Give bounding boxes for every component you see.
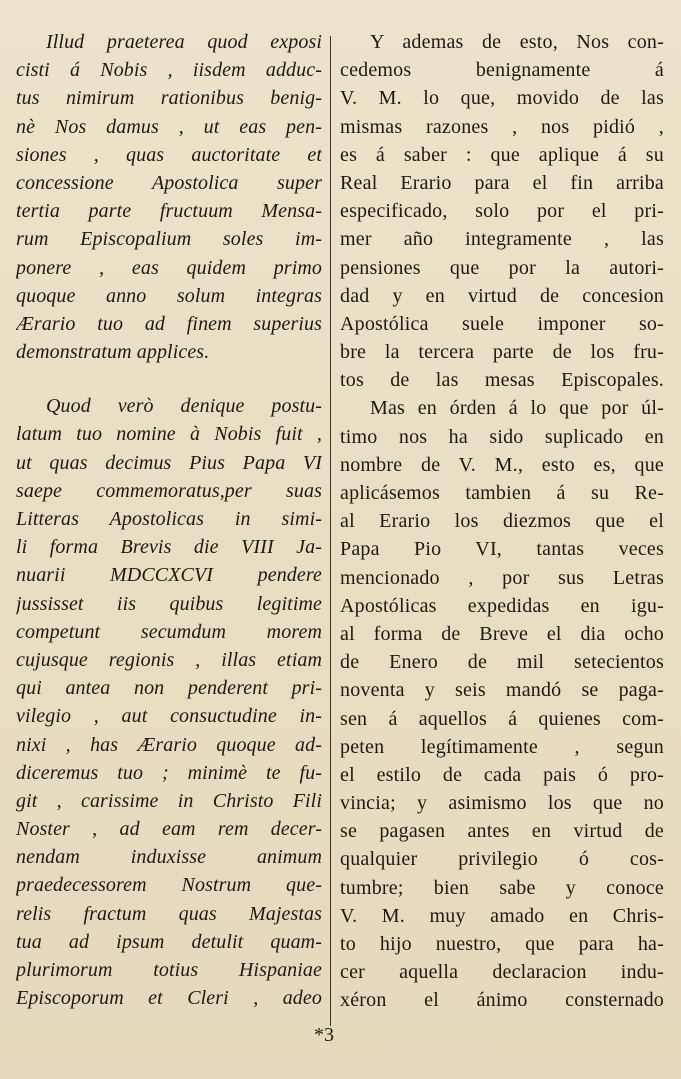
column-divider xyxy=(330,36,331,1026)
text-line: al Erario los diezmos que el xyxy=(340,510,664,533)
text-line: cedemos benignamente á xyxy=(340,59,664,82)
text-line: Episcoporum et Cleri , adeo xyxy=(16,987,322,1010)
text-line: ut quas decimus Pius Papa VI xyxy=(16,451,322,474)
text-line: rum Episcopalium soles im- xyxy=(16,228,322,251)
text-line: nuarii MDCCXCVI pendere xyxy=(16,564,322,587)
latin-paragraph-2 xyxy=(16,392,322,1012)
text-line: git , carissime in Christo Fili xyxy=(16,789,322,812)
spanish-paragraph-1 xyxy=(340,28,664,394)
text-line: pensiones que por la autori- xyxy=(340,256,664,279)
text-line: V. M. lo que, movido de las xyxy=(340,87,664,110)
text-line: mismas razones , nos pidió , xyxy=(340,115,664,138)
text-line: Quod verò denique postu- xyxy=(46,395,322,418)
text-line: qualquier privilegio ó cos- xyxy=(340,848,664,871)
text-line: tus nimirum rationibus benig- xyxy=(16,87,322,110)
latin-paragraph-1 xyxy=(16,28,322,366)
text-line: peten legítimamente , segun xyxy=(340,735,664,758)
text-line: se pagasen antes en virtud de xyxy=(340,820,664,843)
text-line: li forma Brevis die VIII Ja- xyxy=(16,536,322,559)
text-line: V. M. muy amado en Chris- xyxy=(340,904,664,927)
text-line: cer aquella declaracion indu- xyxy=(340,961,664,984)
text-line: nè Nos damus , ut eas pen- xyxy=(16,115,322,138)
text-line: Apostólicas expedidas en igu- xyxy=(340,594,664,617)
text-line: Ærario tuo ad finem superius xyxy=(16,312,322,335)
text-line: Y ademas de esto, Nos con- xyxy=(370,31,664,53)
text-line: el estilo de cada pais ó pro- xyxy=(340,763,664,786)
text-line: mer año integramente , las xyxy=(340,228,664,251)
text-line: vilegio , aut consuctudine in- xyxy=(16,705,322,728)
spanish-paragraph-2 xyxy=(340,394,664,1014)
text-line: timo nos ha sido suplicado en xyxy=(340,425,664,448)
text-line: nendam induxisse animum xyxy=(16,846,322,869)
text-line: quoque anno solum integras xyxy=(16,284,322,307)
text-line: tumbre; bien sabe y conoce xyxy=(340,876,664,899)
text-line: dad y en virtud de concesion xyxy=(340,284,664,307)
paragraph-gap xyxy=(16,366,322,392)
text-line: Real Erario para el fin arriba xyxy=(340,171,664,194)
text-line: praedecessorem Nostrum que- xyxy=(16,874,322,897)
text-line: al forma de Breve el dia ocho xyxy=(340,622,664,645)
text-line: Litteras Apostolicas in simi- xyxy=(16,508,322,530)
text-line: nombre de V. M., esto es, que xyxy=(340,453,664,476)
text-line: es á saber : que aplique á su xyxy=(340,143,664,166)
text-line: Apostólica suele imponer so- xyxy=(340,312,664,335)
spanish-column xyxy=(340,28,664,1015)
latin-column xyxy=(16,28,322,1012)
text-line: tua ad ipsum detulit quam- xyxy=(16,930,322,953)
text-line: relis fractum quas Majestas xyxy=(16,902,322,925)
text-line: Illud praeterea quod exposi xyxy=(46,31,322,53)
text-line: vincia; y asimismo los que no xyxy=(340,792,664,815)
text-line: tos de las mesas Episcopales. xyxy=(340,369,664,392)
text-line: demonstratum applices. xyxy=(16,341,210,364)
text-line: cujusque regionis , illas etiam xyxy=(16,648,322,671)
text-line: siones , quas auctoritate et xyxy=(16,143,322,166)
text-line: competunt secumdum morem xyxy=(16,620,322,643)
text-line: plurimorum totius Hispaniae xyxy=(16,959,322,981)
text-line: concessione Apostolica super xyxy=(16,171,322,194)
signature-mark: *3 xyxy=(314,1024,334,1046)
text-line: nixi , has Ærario quoque ad- xyxy=(16,733,322,756)
text-line: mencionado , por sus Letras xyxy=(340,566,664,589)
text-line: especificado, solo por el pri- xyxy=(340,200,664,223)
text-line: de Enero de mil setecientos xyxy=(340,651,664,674)
text-line: noventa y seis mandó se paga- xyxy=(340,679,664,702)
text-line: cisti á Nobis , iisdem adduc- xyxy=(16,59,322,82)
text-line: xéron el ánimo consternado xyxy=(340,989,664,1012)
text-line: saepe commemoratus,per suas xyxy=(16,479,322,502)
text-line: tertia parte fructuum Mensa- xyxy=(16,200,322,223)
text-line: diceremus tuo ; minimè te fu- xyxy=(16,761,322,784)
text-line: Mas en órden á lo que por úl- xyxy=(370,397,664,420)
text-line: Noster , ad eam rem decer- xyxy=(16,818,322,841)
text-line: jussisset iis quibus legitime xyxy=(16,592,322,615)
text-line: ponere , eas quidem primo xyxy=(16,256,322,279)
text-line: Papa Pio VI, tantas veces xyxy=(340,538,664,561)
text-line: sen á aquellos á quienes com- xyxy=(340,707,664,730)
text-line: latum tuo nomine à Nobis fuit , xyxy=(16,423,322,446)
text-line: qui antea non penderent pri- xyxy=(16,677,322,700)
text-line: bre la tercera parte de los fru- xyxy=(340,341,664,364)
text-line: aplicásemos tambien á su Re- xyxy=(340,482,664,504)
text-line: to hijo nuestro, que para ha- xyxy=(340,933,664,955)
